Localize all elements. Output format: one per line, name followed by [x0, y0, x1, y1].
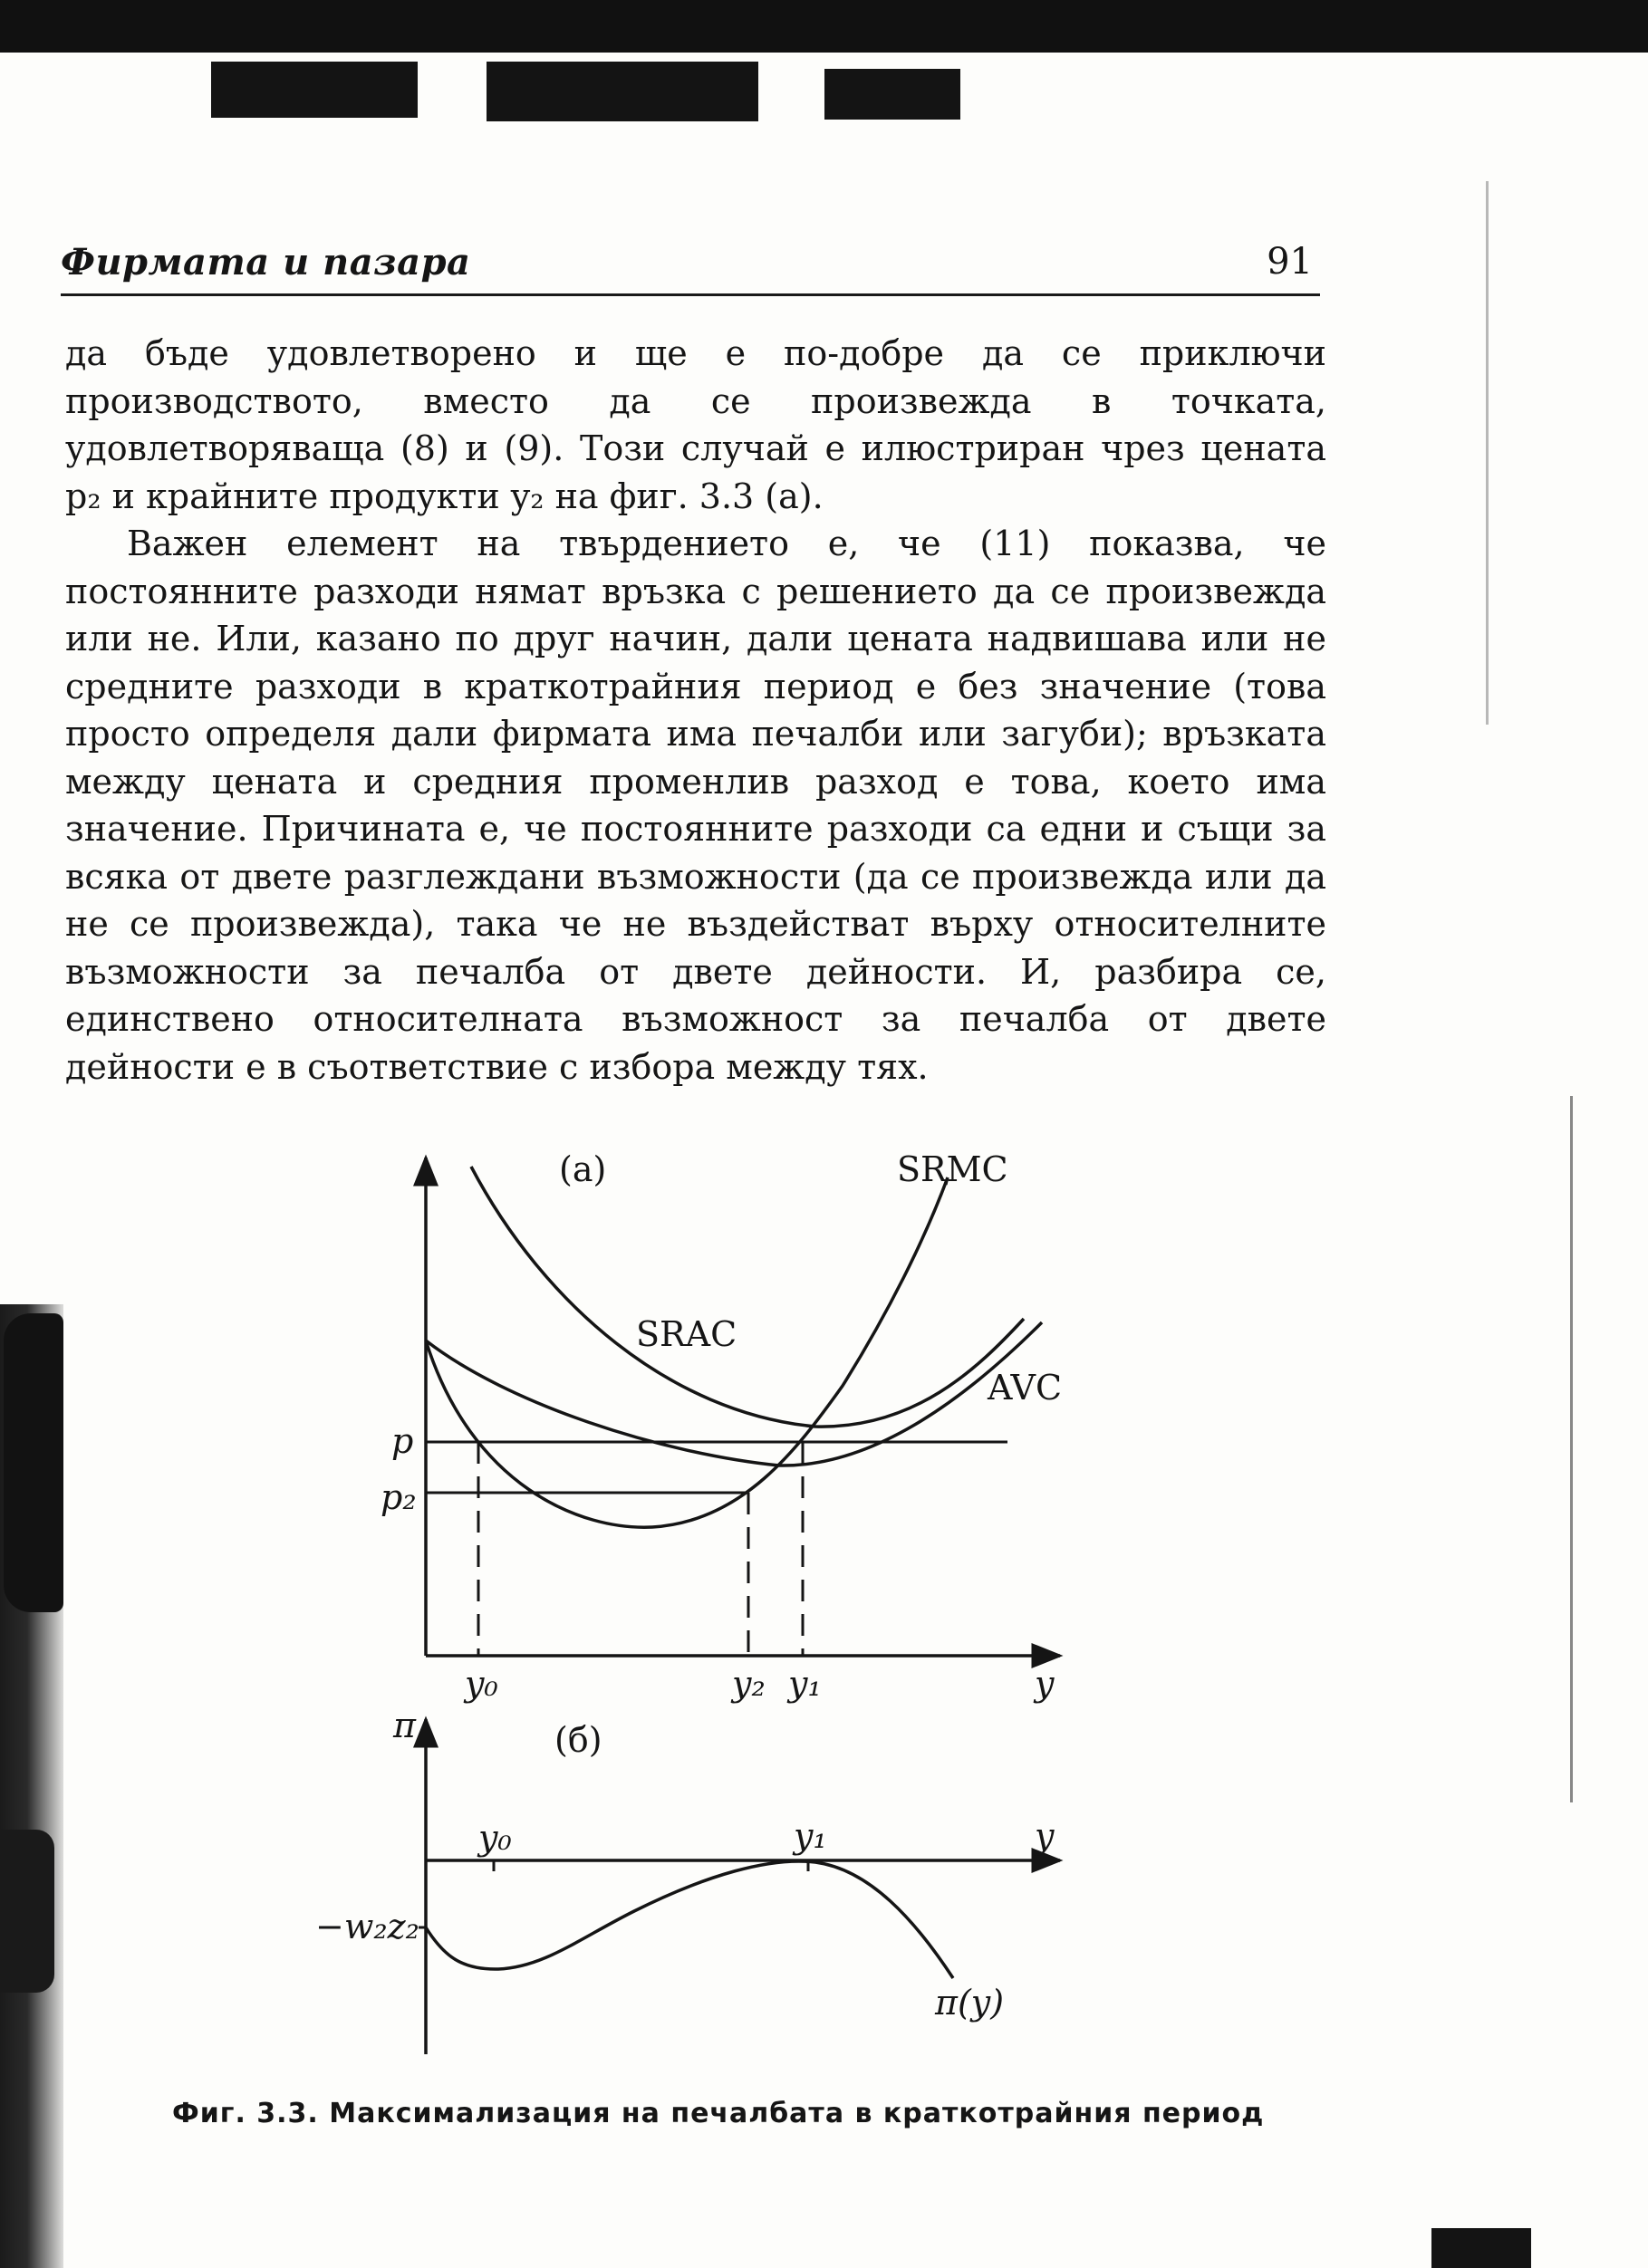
srac-label: SRAC [636, 1314, 737, 1354]
price-label-p: p [391, 1421, 414, 1461]
price-label-p2: p₂ [381, 1477, 417, 1517]
pi-axis-label: π [393, 1706, 416, 1745]
x-label-y0: y₀ [465, 1664, 498, 1704]
figure-caption: Фиг. 3.3. Максимализация на печалбата в краткотрайния период [172, 2098, 1265, 2129]
x-axis-label-y: y [1035, 1664, 1055, 1704]
panel-b-label: (б) [554, 1720, 602, 1760]
page-number: 91 [1267, 241, 1313, 283]
srac-curve [471, 1167, 1024, 1427]
b-x-label-y1: y₁ [794, 1816, 827, 1856]
profit-curve [426, 1861, 953, 1978]
b-x-label-y0: y₀ [478, 1818, 512, 1858]
intercept-label: −w₂z₂ [315, 1907, 419, 1946]
panel-a-label: (a) [559, 1149, 607, 1189]
paragraph: Важен елемент на твърдението е, че (11) показва, че постоянните разходи нямат връзка с решението да се произвежда или не. Или, казано по друг начин, дали цената надвишава или не средните разходи в краткотрайния период е без значение (това просто определя дали фирмата има печалби или загуби); връзката между цената и средния променлив разход е това, което има значение. Причината е, че постоянните разходи са едни и същи за всяка от двете разглеждани възможности (да се произвежда или да не се произвежда), така че не въздействат върху относителните възможности за печалба от двете дейности. И, разбира се, единствено относителната възможност за печалба от двете дейности е в съответствие с избора между тях. [65, 524, 1326, 1087]
profit-curve-label: π(y) [935, 1983, 1005, 2023]
chapter-title: Фирмата и пазара [61, 241, 471, 284]
x-label-y2: y₂ [732, 1664, 766, 1704]
srmc-label: SRMC [897, 1149, 1008, 1189]
paragraph: да бъде удовлетворено и ще е по-добре да се приключи производството, вместо да се произвежда в точката, удовлетворяваща (8) и (9). Този случай е илюстриран чрез цената p₂ и крайните продукти y₂ на фиг. 3.3 (a). [65, 333, 1326, 516]
x-label-y1: y₁ [788, 1664, 822, 1704]
b-x-axis-label-y: y [1035, 1816, 1055, 1856]
avc-label: AVC [988, 1368, 1063, 1408]
